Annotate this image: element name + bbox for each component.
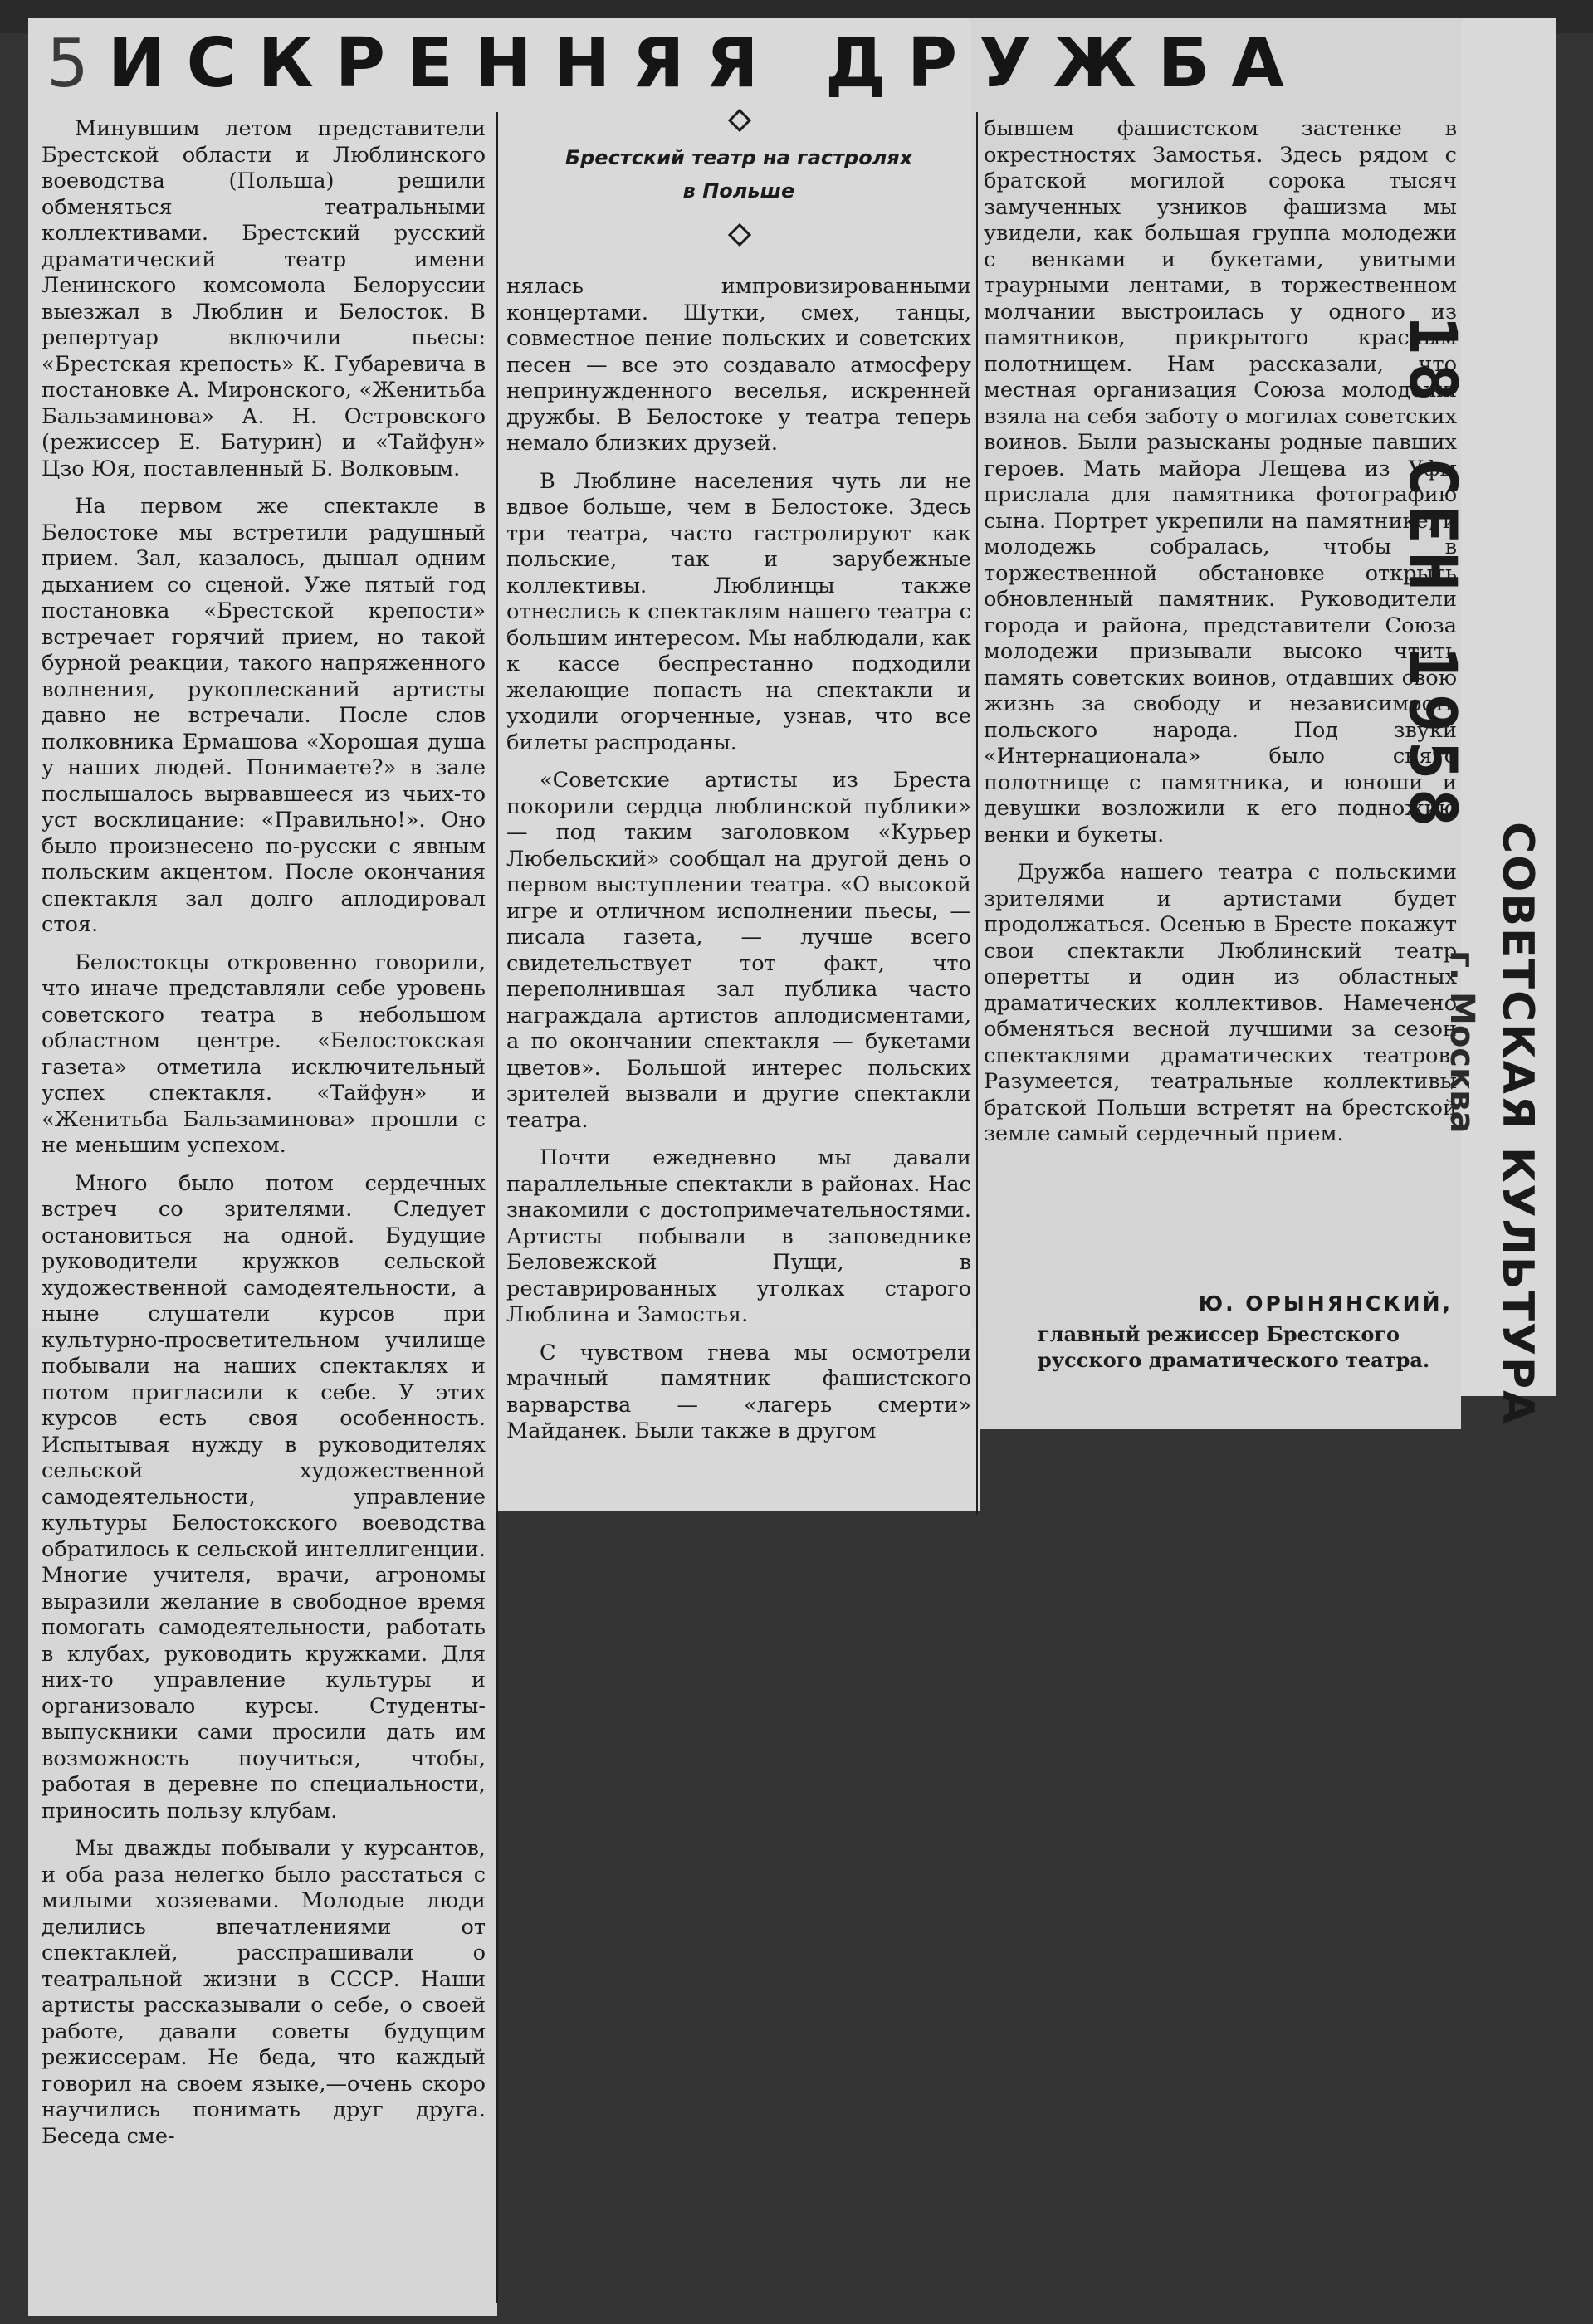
paragraph: «Советские артисты из Бреста покорили сердца люблинской публики» — под таким заголовком «Курьер Любельский» сообщал на другой день о первом выступлении театра. «О высокой игре и отличном исполнении пьесы, — писала газета, — лучше всего свидетельствует тот факт, что переполнившая зал публика часто награждала артистов аплодисментами, а по окончании спектакля — букетами цветов». Большой интерес польских зрителей вызвали и другие спектакли театра. [506, 768, 971, 1133]
subtitle-line: Брестский театр на гастролях [564, 146, 913, 169]
paragraph: нялась импровизированными концертами. Шутки, смех, танцы, совместное пение польских и советских песен — все это создавало атмосферу непринужденного веселья, искренней дружбы. В Белостоке у театра теперь немало близких друзей. [506, 274, 971, 456]
article-column-1 [42, 116, 486, 2150]
author-name: Ю. ОРЫНЯНСКИЙ, [1198, 1291, 1453, 1316]
paragraph: В Люблине населения чуть ли не вдвое больше, чем в Белостоке. Здесь три театра, часто гастролируют как польские, так и зарубежные коллективы. Люблинцы также отнеслись к спектаклям нашего театра с большим интересом. Мы наблюдали, как к кассе беспрестанно подходили желающие попасть на спектакли и уходили огорченные, узнав, что все билеты распроданы. [506, 468, 971, 755]
city-stamp: г. Москва [1443, 950, 1481, 1134]
article-column-2 [506, 274, 971, 1445]
author-role: главный режиссер Брестского русского драматического театра. [1038, 1322, 1430, 1372]
column-rule [976, 112, 978, 1515]
paragraph: Дружба нашего театра с польскими зрителями и артистами будет продолжаться. Осенью в Бресте покажут свои спектакли Люблинский театр оперетты и один из областных драматических коллективов. Намечено обменяться весной лучшими за сезон спектаклями драматических театров. Разумеется, театральные коллективы братской Польши встретят на брестской земле самый сердечный прием. [984, 860, 1457, 1146]
paragraph: Много было потом сердечных встреч со зрителями. Следует остановиться на одной. Будущие руководители кружков сельской художественной самодеятельности, а ныне слушатели курсов при культурно-просветительном училище побывали на наших спектаклях и потом пригласили к себе. У этих курсов есть своя особенность. Испытывая нужду в руководителях сельской художественной самодеятельности, управление культуры Белостокского воеводства обратилось к сельской интеллигенции. Многие учителя, врачи, агрономы выразили желание в свободное время помогать самодеятельности, работать в клубах, руководить кружками. Для них-то управление культуры и организовало курсы. Студенты-выпускники сами просили дать им возможность поучиться, чтобы, работая в деревне по специальности, приносить пользу клубам. [42, 1170, 486, 1824]
subtitle-line: в Польше [682, 179, 795, 203]
article-subtitle [506, 141, 971, 208]
column-rule [496, 112, 498, 2303]
article-title: ИСКРЕННЯЯ ДРУЖБА [108, 24, 1306, 103]
date-stamp: 18 СЕН 1958 [1395, 315, 1469, 836]
paragraph: С чувством гнева мы осмотрели мрачный памятник фашистского варварства — «лагерь смерти» Майданек. Были также в другом [506, 1340, 971, 1443]
paragraph: Белостокцы откровенно говорили, что иначе представляли себе уровень советского театра в небольшом областном центре. «Белостокская газета» отметила исключительный успех спектакля. «Тайфун» и «Женитьба Бальзаминова» прошли с не меньшим успехом. [42, 950, 486, 1158]
article-column-3 [984, 116, 1457, 1148]
author-signature [1004, 1291, 1453, 1373]
paragraph: На первом же спектакле в Белостоке мы встретили радушный прием. Зал, казалось, дышал одним дыханием со сценой. Уже пятый год постановка «Брестской крепости» встречает горячий прием, но такой бурной реакции, такого напряженного волнения, рукоплесканий артисты давно не встречали. После слов полковника Ермашова «Хорошая душа у наших людей. Понимаете?» в зале послышалось вырвавшееся из чьих-то уст восклицание: «Правильно!». Оно было произнесено по-русски с явным польским акцентом. После окончания спектакля зал долго аплодировал стоя. [42, 494, 486, 937]
paragraph: Минувшим летом представители Брестской области и Люблинского воеводства (Польша) решили обменяться театральными коллективами. Брестский русский драматический театр имени Ленинского комсомола Белоруссии выезжал в Люблин и Белосток. В репертуар включили пьесы: «Брестская крепость» К. Губаревича в постановке А. Миронского, «Женитьба Бальзаминова» А. Н. Островского (режиссер Е. Батурин) и «Тайфун» Цзо Юя, поставленный Б. Волковым. [42, 116, 486, 481]
paragraph: Мы дважды побывали у курсантов, и оба раза нелегко было расстаться с милыми хозяевами. Молодые люди делились впечатлениями от спектаклей, расспрашивали о театральной жизни в СССР. Наши артисты рассказывали о себе, о своей работе, давали советы будущим режиссерам. Не беда, что каждый говорил на своем языке,—очень скоро научились понимать друг друга. Беседа сме- [42, 1836, 486, 2149]
paragraph: бывшем фашистском застенке в окрестностях Замостья. Здесь рядом с братской могилой сорока тысяч замученных узников фашизма мы увидели, как большая группа молодежи с венками и букетами, увитыми траурными лентами, в торжественном молчании выстроилась у одного из памятников, прикрытого красным полотнищем. Нам рассказали, что местная организация Союза молодежи взяла на себя заботу о могилах советских воинов. Были разысканы родные павших героев. Мать майора Лещева из Уфы прислала для памятника фотографию сына. Портрет укрепили на памятнике, и молодежь собралась, чтобы в торжественной обстановке открыть обновленный памятник. Руководители города и района, представители Союза молодежи призывали высоко чтить память советских воинов, отдавших свою жизнь за свободу и независимость польского народа. Под звуки «Интернационала» было снято полотнище с памятника, и юноши и девушки возложили к его подножию венки и букеты. [984, 116, 1457, 847]
paragraph: Почти ежедневно мы давали параллельные спектакли в районах. Нас знакомили с достопримечательностями. Артисты побывали в заповеднике Беловежской Пущи, в реставрированных уголках старого Люблина и Замостья. [506, 1145, 971, 1327]
newspaper-name-stamp: СОВЕТСКАЯ КУЛЬТУРА [1493, 822, 1542, 1426]
handwritten-page-number: 5 [46, 25, 89, 102]
